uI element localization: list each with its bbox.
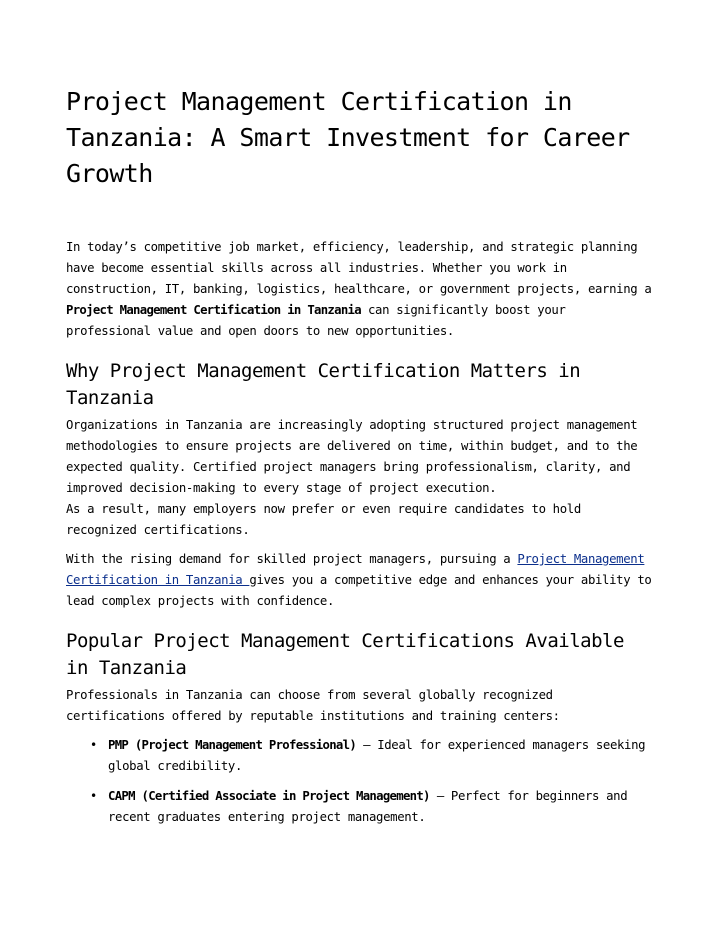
rising-text-before: With the rising demand for skilled project managers, pursuing a: [66, 552, 518, 566]
why-text-line1: Organizations in Tanzania are increasingly adopting structured project management methodologies to ensure projects are delivered on time, within budget, and to the expected quality. Certified project managers bring professionalism, clarity, and improved decision-making to every stage of project execution.: [66, 418, 638, 495]
intro-paragraph: [66, 237, 656, 342]
bullet-icon: •: [90, 738, 97, 752]
rising-text-after: gives you a competitive edge and enhances your ability to lead complex projects with confidence.: [66, 573, 652, 608]
popular-intro-paragraph: Professionals in Tanzania can choose from several globally recognized certifications offered by reputable institutions and training centers:: [66, 688, 560, 723]
intro-bold-keyword: Project Management Certification in Tanzania: [66, 303, 361, 317]
rising-demand-paragraph: [66, 549, 656, 612]
certification-link[interactable]: Project Management Certification in Tanzania: [66, 552, 645, 587]
list-item: [90, 735, 656, 777]
list-item-title: PMP (Project Management Professional): [108, 738, 357, 752]
certification-list: [66, 735, 656, 828]
bullet-icon: •: [90, 789, 97, 803]
intro-text-before: In today’s competitive job market, efficiency, leadership, and strategic planning have become essential skills across all industries. Whether you work in construction, IT, banking, logistics, healthcare, or government projects, earning a: [66, 240, 652, 296]
page-title: Project Management Certification in Tanzania: A Smart Investment for Career Growth: [66, 87, 630, 188]
list-item-text: – Ideal for experienced managers seeking global credibility.: [108, 738, 646, 773]
article: [66, 84, 656, 837]
section-heading-why: Why Project Management Certification Matters in Tanzania: [66, 360, 581, 409]
why-text-line2: As a result, many employers now prefer or even require candidates to hold recognized certifications.: [66, 502, 581, 537]
intro-text-after: can significantly boost your professional value and open doors to new opportunities.: [66, 303, 566, 338]
section-heading-popular: Popular Project Management Certifications Available in Tanzania: [66, 630, 624, 679]
list-item: [90, 786, 656, 828]
list-item-text: – Perfect for beginners and recent graduates entering project management.: [108, 789, 628, 824]
list-item-title: CAPM (Certified Associate in Project Management): [108, 789, 430, 803]
why-paragraph: [66, 415, 656, 541]
